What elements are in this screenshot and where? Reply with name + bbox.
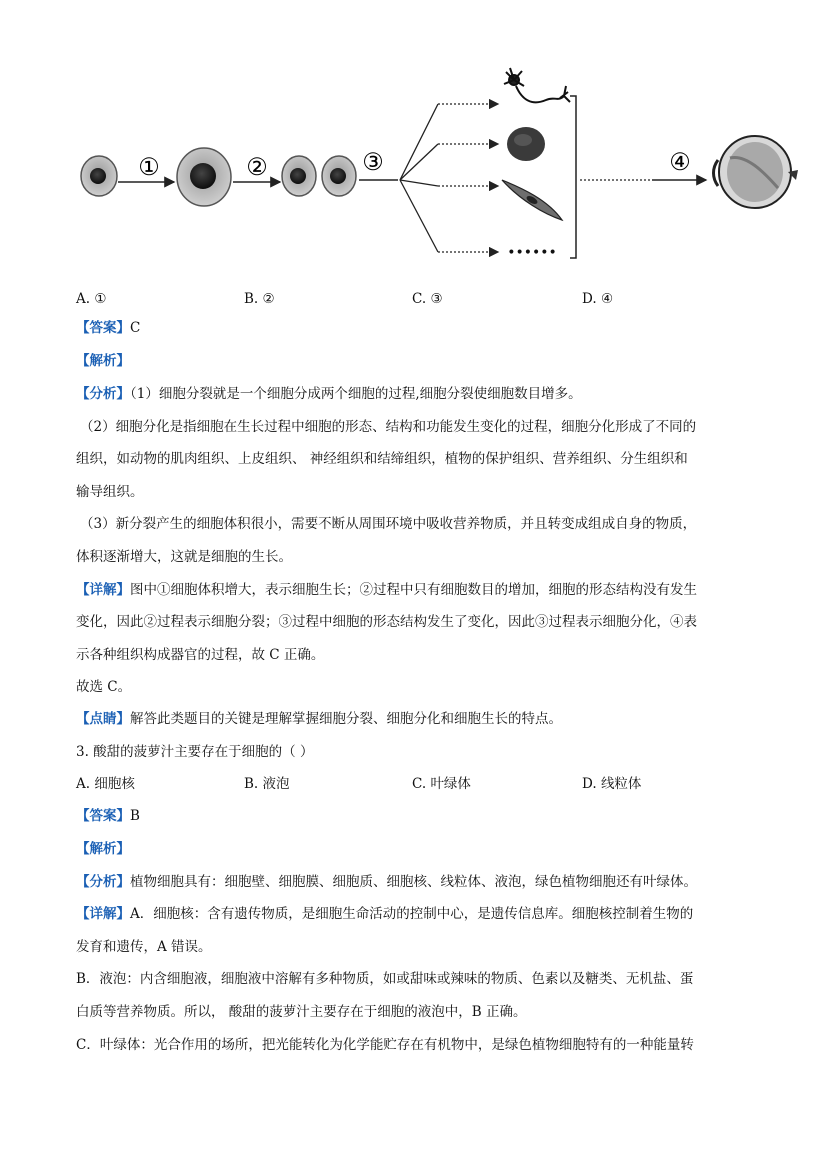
option-text: 液泡 [262, 776, 290, 792]
label-1: ① [138, 153, 160, 181]
small-cell-icon [81, 156, 117, 196]
option-key: A. [76, 291, 91, 307]
option-text: ① [94, 291, 107, 307]
detail-tag: 【详解】 [76, 906, 130, 922]
eye-organ-icon [714, 136, 799, 208]
divided-cell-icon-b [322, 156, 356, 196]
differentiation-fan [400, 104, 498, 252]
blood-cell-icon [507, 127, 545, 161]
label-3: ③ [362, 148, 384, 176]
q2-answer [76, 318, 140, 338]
q3-answer [76, 806, 140, 826]
large-cell-icon [177, 148, 231, 206]
option-text: ② [262, 291, 275, 307]
option-key: C. [412, 291, 427, 307]
q3-detail-a1 [76, 904, 693, 924]
q3-option-c[interactable] [412, 774, 471, 794]
q3-option-b[interactable] [244, 774, 290, 794]
q2-option-d[interactable] [582, 289, 613, 309]
text: 解答此类题目的关键是理解掌握细胞分裂、细胞分化和细胞生长的特点。 [130, 711, 562, 727]
divided-cell-icon-a [282, 156, 316, 196]
option-key: A. [76, 776, 91, 792]
text: A．细胞核：含有遗传物质，是细胞生命活动的控制中心，是遗传信息库。细胞核控制着生物的 [130, 906, 694, 922]
q2-fenxi-line6: 体积逐渐增大，这就是细胞的生长。 [76, 549, 292, 565]
q2-fenxi-line2: （2）细胞分化是指细胞在生长过程中细胞的形态、结构和功能发生变化的过程，细胞分化形成了不同的 [80, 419, 697, 435]
option-text: ③ [430, 291, 443, 307]
q3-option-a[interactable] [76, 774, 135, 794]
q3-detail-b2: 白质等营养物质。所以， 酸甜的菠萝汁主要存在于细胞的液泡中，B 正确。 [76, 1004, 527, 1020]
q3-fenxi [76, 872, 697, 892]
muscle-cell-icon [502, 180, 562, 220]
option-key: D. [582, 291, 597, 307]
option-text: ④ [600, 291, 614, 307]
q2-option-b[interactable] [244, 289, 275, 309]
q3-detail-a2: 发育和遗传，A 错误。 [76, 939, 212, 955]
q2-choose: 故选 C。 [76, 679, 132, 695]
ellipsis-dots: •••••• [507, 245, 557, 261]
q3-detail-c1: C．叶绿体：光合作用的场所，把光能转化为化学能贮存在有机物中，是绿色植物细胞特有的一种能量转 [76, 1037, 694, 1053]
q2-analysis-heading [76, 351, 130, 371]
text: （1）细胞分裂就是一个细胞分成两个细胞的过程,细胞分裂使细胞数目增多。 [130, 386, 582, 402]
option-key: B. [244, 291, 259, 307]
fenxi-tag: 【分析】 [76, 386, 130, 402]
answer-tag: 【答案】 [76, 808, 130, 824]
q2-fenxi-line1 [76, 384, 582, 404]
option-text: 线粒体 [600, 776, 642, 792]
q2-option-a[interactable] [76, 289, 106, 309]
q2-detail-line2: 变化，因此②过程表示细胞分裂；③过程中细胞的形态结构发生了变化，因此③过程表示细胞分化，④表 [76, 614, 697, 630]
q2-dianjing [76, 709, 562, 729]
option-key: D. [582, 776, 597, 792]
analysis-tag: 【解析】 [76, 841, 130, 857]
answer-value: C [130, 320, 141, 336]
q2-fenxi-line4: 输导组织。 [76, 484, 144, 500]
q2-detail-line1 [76, 580, 697, 600]
dianjing-tag: 【点睛】 [76, 711, 130, 727]
fenxi-tag: 【分析】 [76, 874, 130, 890]
q3-detail-b1: B．液泡：内含细胞液，细胞液中溶解有多种物质，如或甜味或辣味的物质、色素以及糖类、无机盐、蛋 [76, 971, 694, 987]
analysis-tag: 【解析】 [76, 353, 130, 369]
q3-question: 3. 酸甜的菠萝汁主要存在于细胞的（ ） [76, 744, 314, 760]
option-text: 叶绿体 [430, 776, 471, 792]
option-key: B. [244, 776, 259, 792]
bracket [570, 96, 576, 258]
detail-tag: 【详解】 [76, 582, 130, 598]
text: 植物细胞具有：细胞壁、细胞膜、细胞质、细胞核、线粒体、液泡，绿色植物细胞还有叶绿体。 [130, 874, 697, 890]
label-4: ④ [669, 148, 691, 176]
q2-fenxi-line3: 组织，如动物的肌肉组织、上皮组织、 神经组织和结缔组织，植物的保护组织、营养组织、分生组织和 [76, 451, 688, 467]
q3-option-d[interactable] [582, 774, 641, 794]
q3-analysis-heading [76, 839, 130, 859]
option-key: C. [412, 776, 427, 792]
q2-option-c[interactable] [412, 289, 443, 309]
cell-process-figure [70, 62, 800, 277]
q2-detail-line3: 示各种组织构成器官的过程，故 C 正确。 [76, 647, 325, 663]
answer-tag: 【答案】 [76, 320, 130, 336]
q2-fenxi-line5: （3）新分裂产生的细胞体积很小，需要不断从周围环境中吸收营养物质，并且转变成组成自身的物质， [80, 516, 697, 532]
neuron-icon [504, 68, 570, 102]
text: 图中①细胞体积增大，表示细胞生长；②过程中只有细胞数目的增加，细胞的形态结构没有发生 [130, 582, 697, 598]
label-2: ② [246, 153, 268, 181]
answer-value: B [130, 808, 140, 824]
option-text: 细胞核 [94, 776, 135, 792]
